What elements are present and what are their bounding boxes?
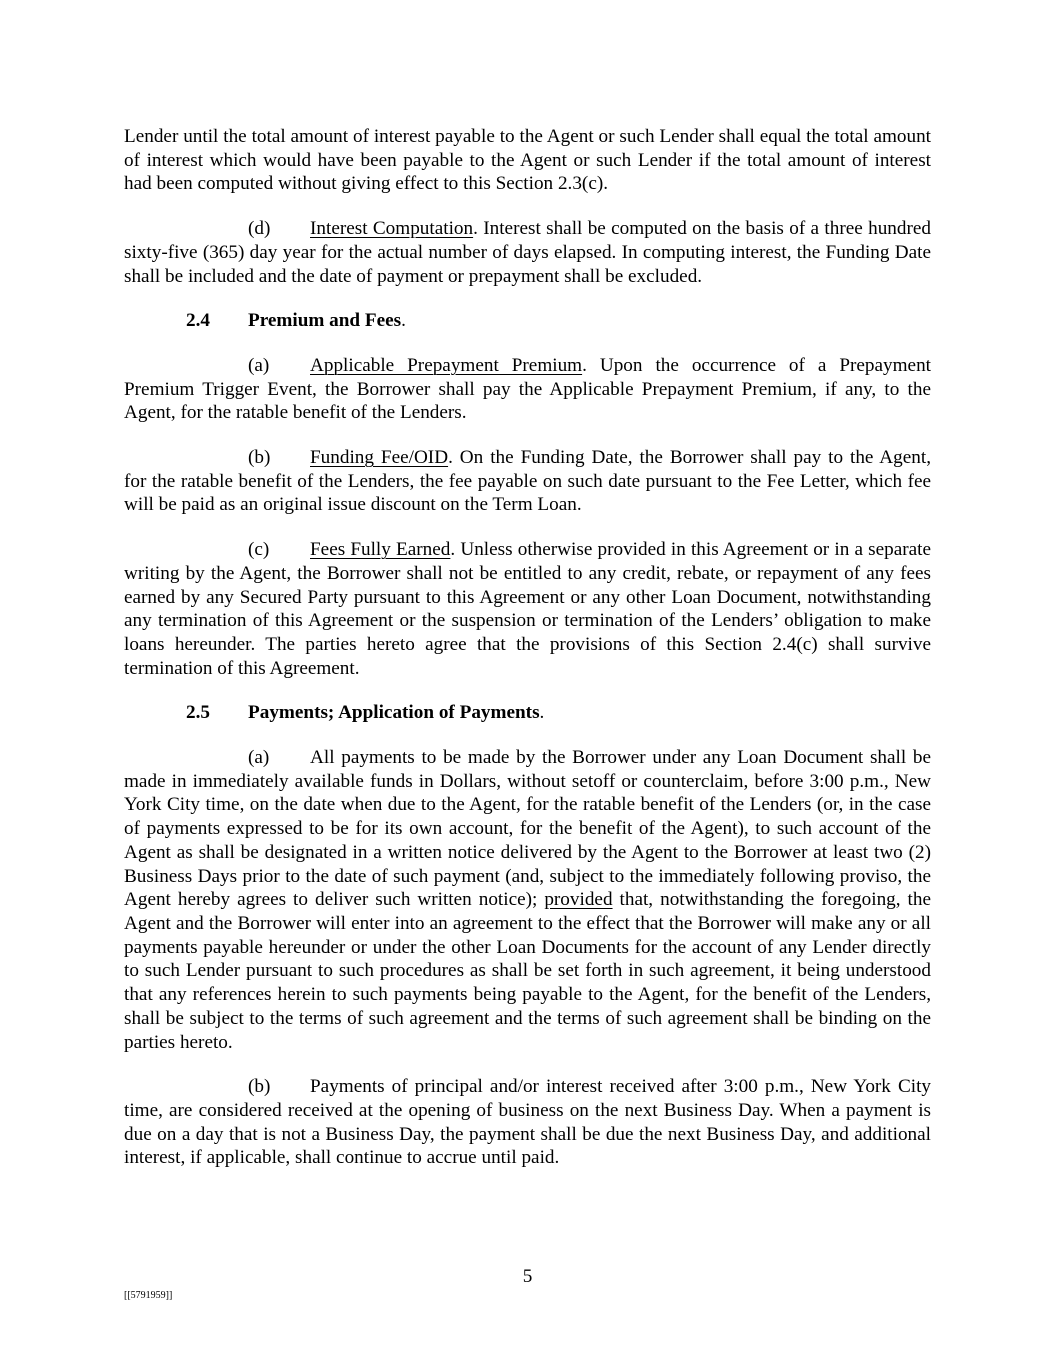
section-heading-2-5 [124, 701, 931, 725]
section-title: Premium and Fees [248, 310, 402, 332]
interest-computation-paragraph [124, 217, 931, 288]
paragraph-label: (a) [248, 747, 270, 769]
paragraph-text: . On the Funding Date, the Borrower shall pay to the Agent, for the ratable benefit of the Lenders, the fee payable on such date pursuant to the Fee Letter, which fee will be paid as an original issue discount on the Term Loan. [124, 447, 931, 516]
document-id: [[5791959]] [124, 1290, 173, 1301]
section-title-period: . [401, 310, 406, 332]
fees-fully-earned-paragraph [124, 538, 931, 680]
provided-term: provided [544, 889, 613, 911]
page-number: 5 [522, 1266, 533, 1287]
section-number: 2.4 [186, 310, 210, 332]
paragraph-text: . Interest shall be computed on the basis of a three hundred sixty-five (365) day year for the actual number of days elapsed. In computing interest, the Funding Date shall be included and the date of payment or prepayment shall be excluded. [124, 218, 931, 287]
document-page [124, 125, 931, 1191]
section-number: 2.5 [186, 702, 210, 724]
prepayment-premium-paragraph [124, 354, 931, 425]
paragraph-title: Interest Computation [310, 218, 474, 240]
paragraph-text: . Unless otherwise provided in this Agreement or in a separate writing by the Agent, the Borrower shall not be entitled to any credit, rebate, or repayment of any fees earned by any Secured Party pursuant to this Agreement or any other Loan Document, notwithstanding any termination of this Agreement or the suspension or termination of the Lenders’ obligation to make loans hereunder. The parties hereto agree that the provisions of this Section 2.4(c) shall survive termination of this Agreement. [124, 539, 931, 679]
funding-fee-paragraph [124, 446, 931, 517]
paragraph-text-before: All payments to be made by the Borrower under any Loan Document shall be made in immediately available funds in Dollars, without setoff or counterclaim, before 3:00 p.m., New York City time, on the date when due to the Agent, for the ratable benefit of the Lenders (or, in the case of payments expressed to be for its own account, for the benefit of the Agent), to such account of the Agent as shall be designated in a written notice delivered by the Agent to the Borrower at least two (2) Business Days prior to the date of such payment (and, subject to the immediately following proviso, the Agent hereby agrees to deliver such written notice); [124, 747, 931, 911]
payments-paragraph-a [124, 746, 931, 1054]
paragraph-title: Applicable Prepayment Premium [310, 354, 583, 376]
paragraph-title: Funding Fee/OID [310, 447, 449, 469]
section-title-period: . [539, 702, 545, 724]
section-heading-2-4 [124, 309, 931, 333]
paragraph-label: (d) [248, 218, 271, 240]
paragraph-text: Payments of principal and/or interest received after 3:00 p.m., New York City time, are considered received at the opening of business on the next Business Day. When a payment is due on a day that is not a Business Day, the payment shall be due the next Business Day, and additional interest, if applicable, shall continue to accrue until paid. [124, 1076, 931, 1169]
paragraph-text-after: that, notwithstanding the foregoing, the Agent and the Borrower will enter into an agreement to the effect that the Borrower will make any or all payments payable hereunder or under the other Loan Documents for the account of any Lender directly to such Lender pursuant to such procedures as shall be set forth in such agreement, it being understood that any references herein to such payments being payable to the Agent, for the benefit of the Lenders, shall be subject to the terms of such agreement and the terms of such agreement shall be binding on the parties hereto. [124, 889, 931, 1053]
section-title: Payments; Application of Payments [248, 702, 540, 724]
continuation-paragraph: Lender until the total amount of interest payable to the Agent or such Lender shall equal the total amount of interest which would have been payable to the Agent or such Lender if the total amount of interest had been computed without giving effect to this Section 2.3(c). [124, 126, 931, 195]
paragraph-label: (b) [248, 447, 271, 469]
paragraph-text: . Upon the occurrence of a Prepayment Premium Trigger Event, the Borrower shall pay the Applicable Prepayment Premium, if any, to the Agent, for the ratable benefit of the Lenders. [124, 354, 931, 424]
payments-paragraph-b [124, 1075, 931, 1170]
paragraph-label: (b) [248, 1076, 271, 1098]
paragraph-label: (c) [248, 539, 270, 561]
paragraph-title: Fees Fully Earned [310, 539, 451, 561]
paragraph-label: (a) [248, 354, 270, 376]
